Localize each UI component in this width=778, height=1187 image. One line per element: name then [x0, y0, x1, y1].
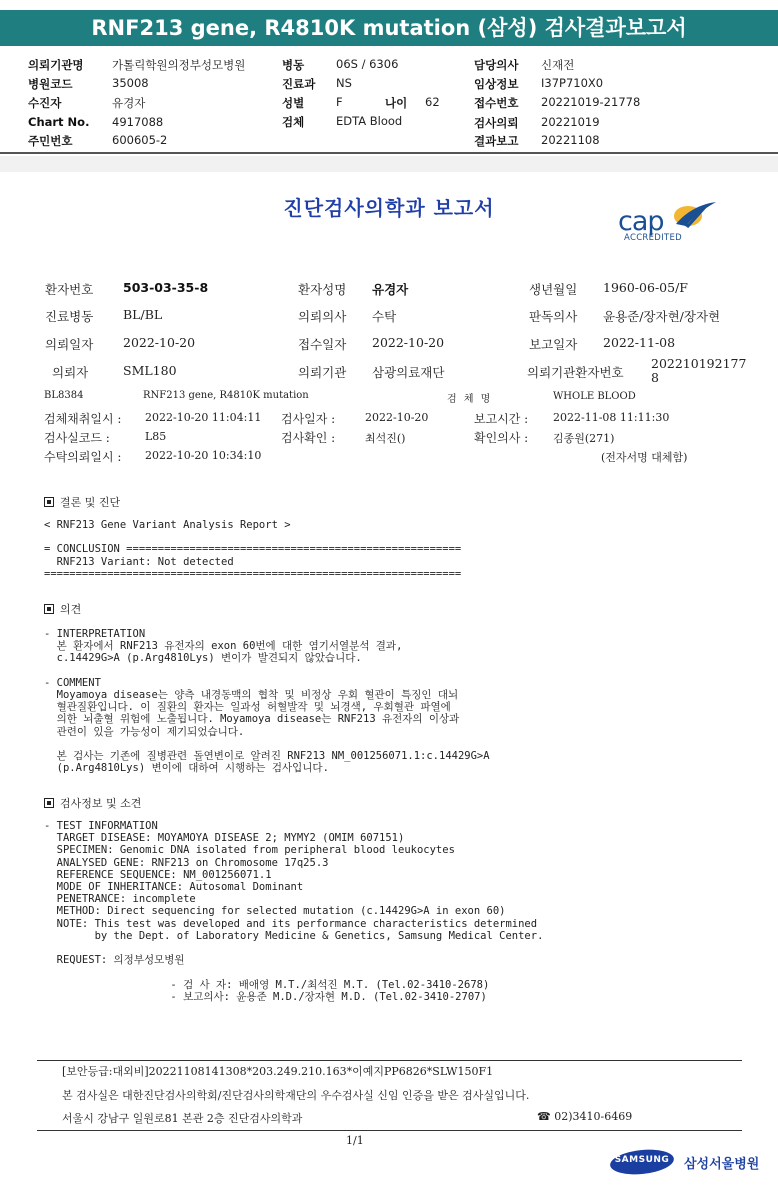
esign-note: (전자서명 대체함): [601, 451, 688, 464]
result-body: < RNF213 Gene Variant Analysis Report > = CONCLUSION ===================================================== RNF213 Variant: Not detected ==================================================================: [44, 519, 462, 580]
patient-name: 유경자: [372, 282, 409, 297]
collect-label: 검체채취일시 :: [44, 412, 122, 426]
divider: [0, 152, 778, 154]
patient-label: 환자번호: [45, 282, 94, 297]
collect-value: 2022-10-20 11:04:11: [145, 411, 262, 424]
patient-req-date: 2022-10-20: [123, 335, 196, 350]
patient-req-institution: 삼광의료재단: [372, 365, 445, 380]
meta-label: 임상정보: [474, 77, 519, 91]
opinion-body: - INTERPRETATION 본 환자에서 RNF213 유전자의 exon 60번에 대한 염기서열분석 결과, c.14429G>A (p.Arg4810Lys) 변이가 발견되지 않았습니다. - COMMENT Moyamoya disease는 양측 내경동맥의 협착 및 비정상 우회 혈관이 특징인 대뇌 혈관질환입니다. 이 질환의 환자는 일과성 허혈발작 및 뇌경색, 우회혈관 파열에 의한 뇌출혈 위험에 노출됩니다. Moyamoya disease는 RNF213 유전자의 이상과 관련이 있을 가능성이 제기되었습니다. 본 검사는 기존에 질병관련 돌연변이로 알려진 RNF213 NM_001256071.1:c.14429G>A (p.Arg4810Lys) 변이에 대하여 시행하는 검사입니다.: [44, 628, 490, 775]
section-square-icon: [44, 798, 54, 808]
patient-label: 판독의사: [529, 309, 578, 324]
test-name: RNF213 gene, R4810K mutation: [143, 390, 309, 401]
patient-label: 환자성명: [298, 282, 347, 297]
patient-label: 의뢰일자: [45, 337, 94, 352]
patient-number: 503-03-35-8: [123, 280, 209, 295]
meta-value: 4917088: [112, 115, 164, 129]
report-time-label: 보고시간 :: [474, 412, 529, 426]
patient-label: 진료병동: [45, 309, 94, 324]
test-code: BL8384: [44, 390, 84, 401]
patient-report-date: 2022-11-08: [603, 335, 676, 350]
meta-label: Chart No.: [28, 115, 90, 129]
receive-value: 2022-10-20 10:34:10: [145, 449, 262, 462]
footer-address: 서울시 강남구 일원로81 본관 2층 진단검사의학과: [62, 1112, 303, 1125]
footer-phone: ☎ 02)3410-6469: [537, 1110, 633, 1123]
patient-label: 의뢰기관: [298, 365, 347, 380]
cap-text: cap: [618, 206, 664, 237]
cap-accredited-logo: [616, 200, 726, 246]
meta-label: 병동: [282, 58, 305, 72]
meta-value: 20221108: [541, 133, 600, 147]
meta-value: 600605-2: [112, 133, 168, 147]
meta-value: 유경자: [112, 96, 146, 110]
confirm-label: 검사확인 :: [281, 431, 336, 445]
section-info-title: [44, 795, 141, 811]
page-number: 1/1: [346, 1134, 364, 1147]
meta-label: 검체: [282, 115, 305, 129]
patient-label: 생년월일: [529, 282, 578, 297]
meta-value: 20221019-21778: [541, 95, 641, 109]
patient-label: 의뢰자: [52, 365, 89, 380]
meta-label: 수진자: [28, 96, 62, 110]
section-square-icon: [44, 604, 54, 614]
meta-label: 의뢰기관명: [28, 58, 84, 72]
meta-value: NS: [336, 76, 352, 90]
section-opinion-title-text: 의견: [60, 603, 82, 616]
test-date-value: 2022-10-20: [365, 411, 429, 424]
specimen-label: 검 체 명: [447, 394, 493, 405]
confirm-value: 최석진(): [365, 432, 406, 445]
patient-inst-number: 202210192177: [651, 356, 747, 371]
patient-req-doctor: 수탁: [372, 309, 397, 324]
meta-label: 병원코드: [28, 77, 73, 91]
receive-label: 수탁의뢰일시 :: [44, 450, 122, 464]
meta-value: 신재전: [541, 58, 575, 72]
patient-birth: 1960-06-05/F: [603, 280, 688, 295]
patient-inst-number-cont: 8: [651, 370, 659, 385]
footer-divider: [37, 1060, 742, 1061]
test-date-label: 검사일자 :: [281, 412, 336, 426]
meta-value-age: 62: [425, 95, 440, 109]
hospital-name: 삼성서울병원: [684, 1157, 760, 1172]
meta-value: 20221019: [541, 115, 600, 129]
meta-label: 담당의사: [474, 58, 519, 72]
report-header-title: RNF213 gene, R4810K mutation (삼성) 검사결과보고서: [0, 10, 778, 46]
room-label: 검사실코드 :: [44, 431, 110, 445]
meta-value: EDTA Blood: [336, 114, 403, 128]
patient-receipt-date: 2022-10-20: [372, 335, 445, 350]
meta-value: 가톨릭학원의정부성모병원: [112, 58, 246, 72]
doctor-label: 확인의사 :: [474, 431, 529, 445]
patient-requester: SML180: [123, 363, 177, 378]
section-opinion-title: [44, 601, 81, 617]
footer-security: [보안등급:대외비]20221108141308*203.249.210.163*이예지PP6826*SLW150F1: [62, 1065, 494, 1078]
patient-label: 접수일자: [298, 337, 347, 352]
shade-band: [0, 156, 778, 172]
info-body: - TEST INFORMATION TARGET DISEASE: MOYAMOYA DISEASE 2; MYMY2 (OMIM 607151) SPECIMEN: Genomic DNA isolated from peripheral blood leukocytes ANALYSED GENE: RNF213 on Chromosome 17q25.3 REFERENCE SEQUENCE: NM_001256071.1 MODE OF INHERITANCE: Autosomal Dominant PENETRANCE: incomplete METHOD: Direct sequencing for selected mutation (c.14429G>A in exon 60) NOTE: This test was developed and its performance characteristics determined by the Dept. of Laboratory Medicine & Genetics, Samsung Medical Center. REQUEST: 의정부성모병원 - 검 사 자: 배애영 M.T./최석진 M.T. (Tel.02-3410-2678) - 보고의사: 윤용준 M.D./장자현 M.D. (Tel.02-3410-2707): [44, 820, 544, 1003]
meta-label: 검사의뢰: [474, 116, 519, 130]
patient-label: 의뢰의사: [298, 309, 347, 324]
footer-cert: 본 검사실은 대한진단검사의학회/진단검사의학재단의 우수검사실 신임 인증을 받은 검사실입니다.: [62, 1089, 530, 1102]
meta-value: I37P710X0: [541, 76, 604, 90]
section-result-title-text: 결론 및 진단: [60, 496, 121, 509]
room-value: L85: [145, 430, 167, 443]
meta-label: 결과보고: [474, 134, 519, 148]
patient-label: 의뢰기관환자번호: [527, 365, 624, 380]
specimen-value: WHOLE BLOOD: [553, 391, 636, 402]
section-result-title: [44, 494, 120, 510]
samsung-logo-text: SAMSUNG: [614, 1155, 670, 1165]
patient-ward: BL/BL: [123, 307, 163, 322]
meta-label: 진료과: [282, 77, 316, 91]
section-square-icon: [44, 497, 54, 507]
cap-accredited-text: ACCREDITED: [624, 233, 682, 243]
report-title: 진단검사의학과 보고서: [283, 196, 495, 220]
meta-value: 35008: [112, 76, 149, 90]
meta-value: 06S / 6306: [336, 57, 399, 71]
doctor-value: 김종원(271): [553, 432, 615, 445]
patient-label: 보고일자: [529, 337, 578, 352]
meta-value: F: [336, 95, 343, 109]
footer-divider: [37, 1130, 742, 1131]
patient-reading-doctor: 윤용준/장자현/장자현: [603, 309, 721, 324]
report-time-value: 2022-11-08 11:11:30: [553, 411, 670, 424]
meta-label-age: 나이: [385, 96, 408, 110]
meta-label: 성별: [282, 96, 305, 110]
meta-label: 주민번호: [28, 134, 73, 148]
section-info-title-text: 검사정보 및 소견: [60, 797, 142, 810]
meta-label: 접수번호: [474, 96, 519, 110]
